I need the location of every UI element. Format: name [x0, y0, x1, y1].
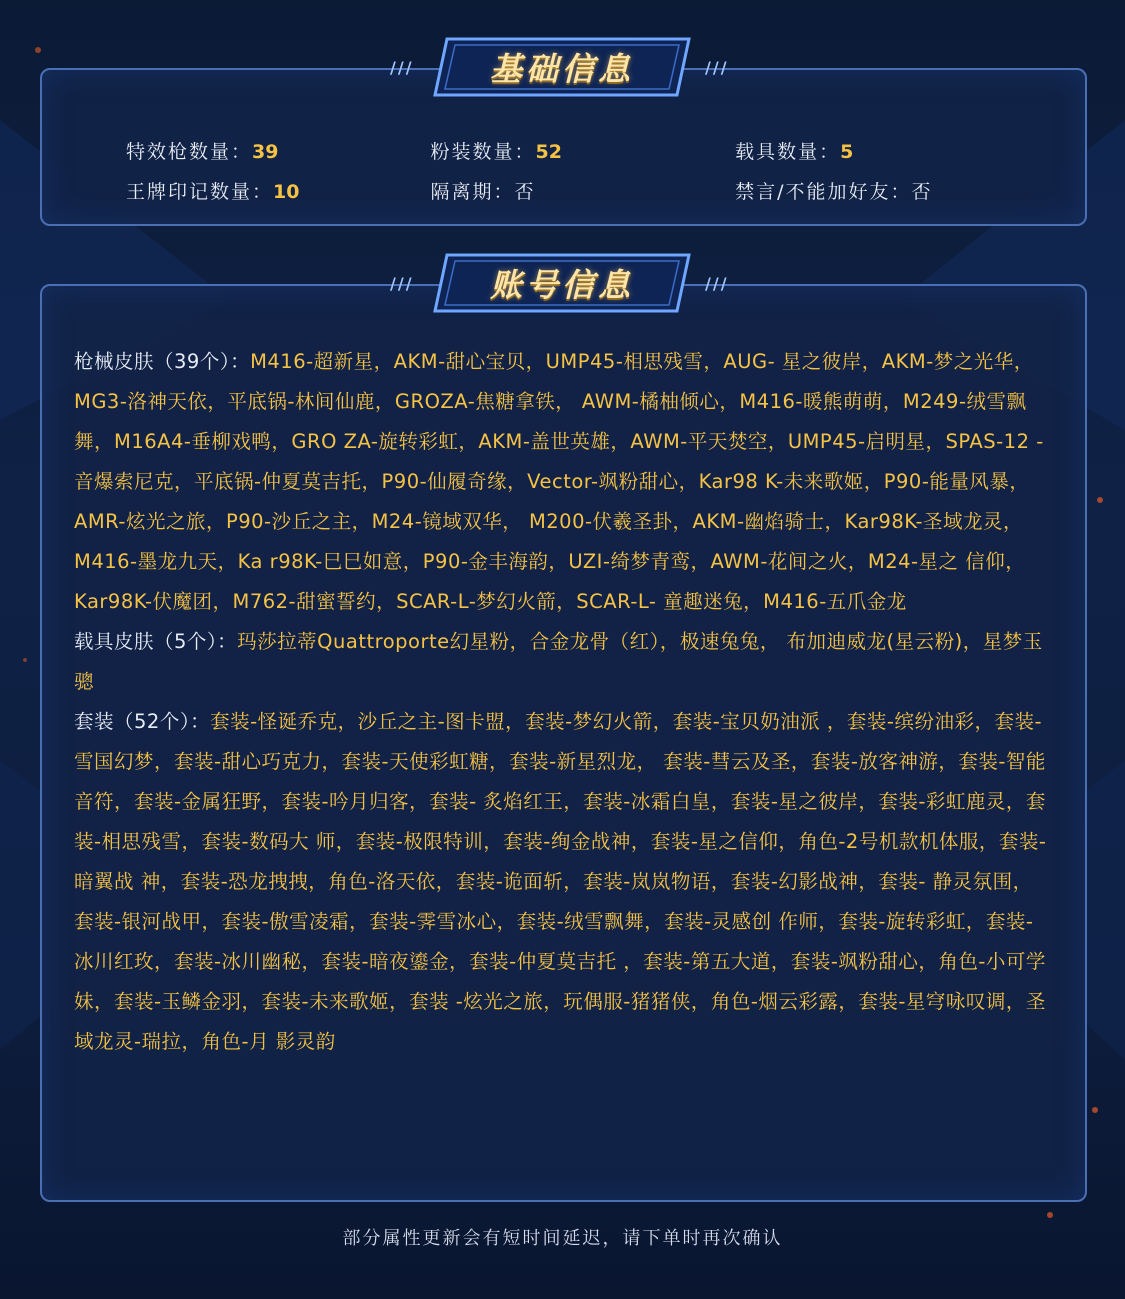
ace-mark-count: 王牌印记数量：10	[126, 180, 300, 203]
basic-title-badge	[433, 37, 691, 97]
footer-note: 部分属性更新会有短时间延迟，请下单时再次确认	[342, 1228, 783, 1249]
account-details	[74, 342, 1052, 1062]
outfits	[74, 702, 1052, 1062]
gun-skins	[74, 342, 1052, 622]
pink-outfit-count: 粉装数量：52	[430, 140, 562, 163]
info-row	[126, 170, 1026, 210]
account-info-card	[40, 284, 1087, 1202]
ticks-left: ///	[390, 274, 414, 293]
title-line-left	[330, 68, 390, 70]
outfits-label: 套装（52个）：	[74, 710, 211, 733]
title-line-right	[735, 68, 795, 70]
quarantine-status: 隔离期：否	[430, 180, 536, 203]
title-line-right	[735, 284, 795, 286]
basic-info-grid	[126, 130, 1026, 210]
mute-status: 禁言/不能加好友：否	[735, 180, 933, 203]
gun-skins-label: 枪械皮肤（39个）：	[74, 350, 251, 373]
vehicle-skins	[74, 622, 1052, 702]
title-line-left	[330, 284, 390, 286]
info-row	[126, 130, 1026, 170]
basic-title: 基础信息	[489, 50, 634, 88]
ticks-right: ///	[705, 58, 729, 77]
outfits-list: 套装-怪诞乔克，沙丘之主-图卡盟，套装-梦幻火箭，套装-宝贝奶油派 ，套装-缤纷油彩，套装-雪国幻梦，套装-甜心巧克力，套装-天使彩虹糖，套装-新星烈龙， 套装-彗云及圣，套装-放客神游，套装-智能音符，套装-金属狂野，套装-吟月归客，套装- 炙焰红王，套装-冰霜白皇，套装-星之彼岸，套装-彩虹鹿灵，套装-相思残雪，套装-数码大 师，套装-极限特训，套装-绚金战神，套装-星之信仰，角色-2号机款机体服，套装-暗翼战 神，套装-恐龙拽拽，角色-洛天依，套装-诡面斩，套装-岚岚物语，套装-幻影战神，套装- 静灵氛围，套装-银河战甲，套装-傲雪凌霜，套装-霁雪冰心，套装-绒雪飘舞，套装-灵感创 作师，套装-旋转彩虹，套装-冰川红玫，套装-冰川幽秘，套装-暗夜鎏金，套装-仲夏莫吉托 ，套装-第五大道，套装-飒粉甜心，角色-小可学妹，套装-玉鳞金羽，套装-未来歌姬，套装 -炫光之旅，玩偶服-猪猪侠，角色-烟云彩露，套装-星穹咏叹调，圣域龙灵-瑞拉，角色-月 影灵韵	[74, 710, 1047, 1053]
gun-skins-list: M416-超新星，AKM-甜心宝贝，UMP45-相思残雪，AUG- 星之彼岸，AKM-梦之光华，MG3-洛神天依，平底锅-林间仙鹿，GROZA-焦糖拿铁， AWM-橘柚倾心，M416-暖熊萌萌，M249-绒雪飘舞，M16A4-垂柳戏鸭，GRO ZA-旋转彩虹，AKM-盖世英雄，AWM-平天焚空，UMP45-启明星，SPAS-12 -音爆索尼克，平底锅-仲夏莫吉托，P90-仙履奇缘，Vector-飒粉甜心，Kar98 K-未来歌姬，P90-能量风暴，AMR-炫光之旅，P90-沙丘之主，M24-镜域双华， M200-伏羲圣卦，AKM-幽焰骑士，Kar98K-圣域龙灵，M416-墨龙九天，Ka r98K-巳巳如意，P90-金丰海韵，UZI-绮梦青鸾，AWM-花间之火，M24-星之 信仰，Kar98K-伏魔团，M762-甜蜜誓约，SCAR-L-梦幻火箭，SCAR-L- 童趣迷兔，M416-五爪金龙	[74, 350, 1044, 613]
effect-gun-count: 特效枪数量：39	[126, 140, 279, 163]
account-title: 账号信息	[489, 266, 634, 304]
ticks-left: ///	[390, 58, 414, 77]
vehicle-skins-label: 载具皮肤（5个）：	[74, 630, 238, 653]
ticks-right: ///	[705, 274, 729, 293]
vehicle-count: 载具数量：5	[735, 140, 854, 163]
vehicle-skins-list: 玛莎拉蒂Quattroporte幻星粉，合金龙骨（红），极速兔兔， 布加迪威龙(星云粉)，星梦玉骢	[74, 630, 1043, 693]
account-title-badge	[433, 253, 691, 313]
